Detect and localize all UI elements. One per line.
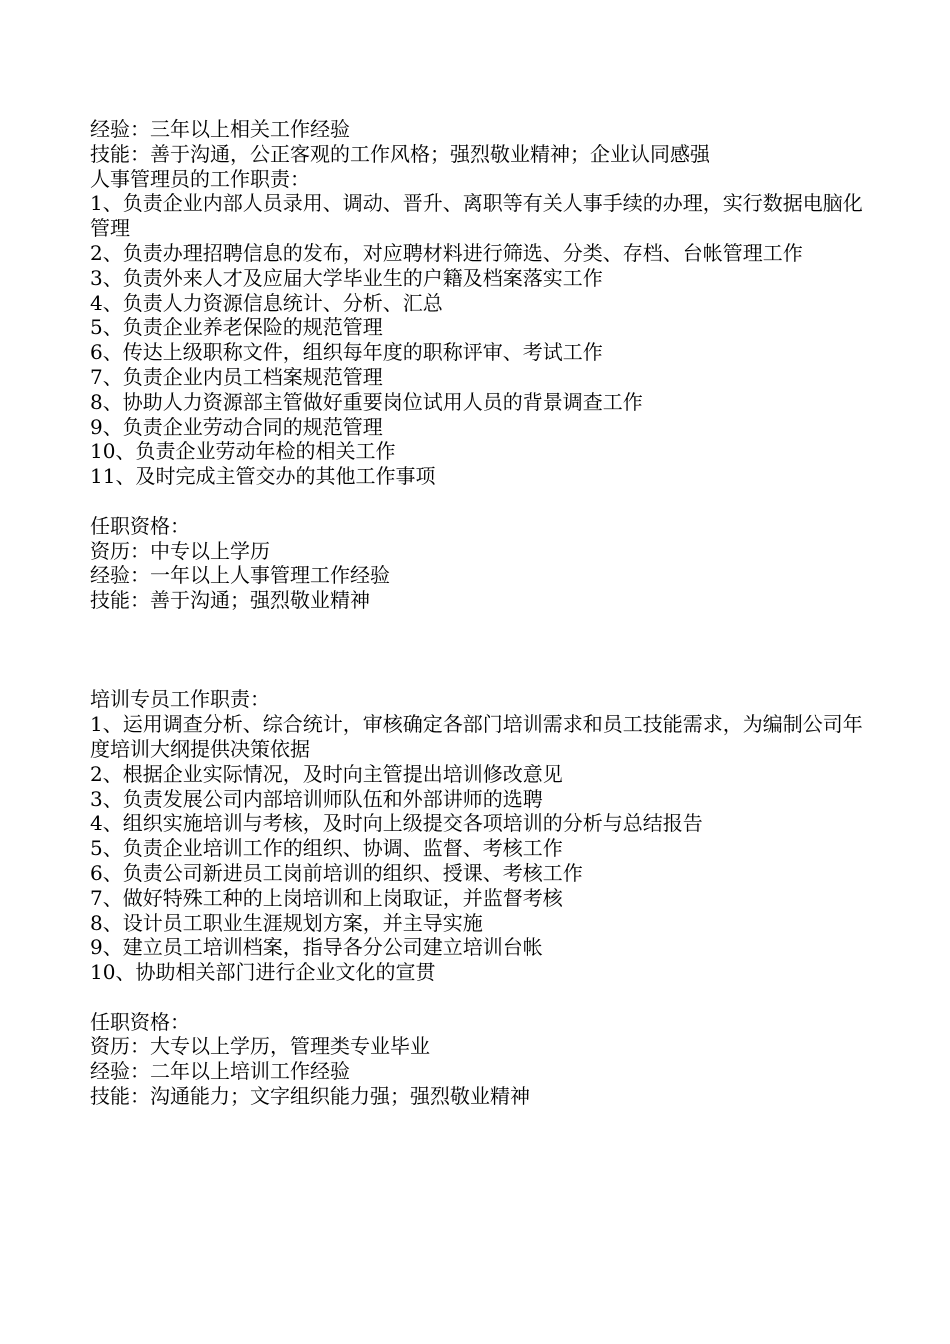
duty-item: 3、负责发展公司内部培训师队伍和外部讲师的选聘 bbox=[90, 786, 543, 811]
duty-item: 1、负责企业内部人员录用、调动、晋升、离职等有关人事手续的办理，实行数据电脑化管理 bbox=[90, 191, 863, 241]
section-hr-admin bbox=[90, 167, 880, 613]
document-page bbox=[90, 117, 880, 1109]
duty-item: 11、及时完成主管交办的其他工作事项 bbox=[90, 464, 436, 489]
section-training-specialist bbox=[90, 687, 880, 1109]
duty-item: 6、传达上级职称文件，组织每年度的职称评审、考试工作 bbox=[90, 340, 603, 365]
blank-line bbox=[90, 489, 880, 514]
qualification-item: 经验：一年以上人事管理工作经验 bbox=[90, 563, 390, 588]
section-spacer bbox=[90, 613, 880, 687]
skills-line: 技能：善于沟通，公正客观的工作风格；强烈敬业精神；企业认同感强 bbox=[90, 141, 710, 166]
duty-item: 8、设计员工职业生涯规划方案，并主导实施 bbox=[90, 910, 483, 935]
section-heading: 人事管理员的工作职责： bbox=[90, 166, 310, 191]
section-heading: 培训专员工作职责： bbox=[90, 687, 270, 712]
duty-item: 3、负责外来人才及应届大学毕业生的户籍及档案落实工作 bbox=[90, 265, 603, 290]
duty-item: 10、负责企业劳动年检的相关工作 bbox=[90, 439, 396, 464]
duty-item: 4、负责人力资源信息统计、分析、汇总 bbox=[90, 290, 443, 315]
duty-item: 2、负责办理招聘信息的发布，对应聘材料进行筛选、分类、存档、台帐管理工作 bbox=[90, 240, 803, 265]
qualification-item: 技能：沟通能力；文字组织能力强；强烈敬业精神 bbox=[90, 1084, 530, 1109]
section-requirements-top bbox=[90, 117, 880, 167]
duty-item: 1、运用调查分析、综合统计，审核确定各部门培训需求和员工技能需求，为编制公司年度培训大纲提供决策依据 bbox=[90, 712, 863, 761]
duty-item: 5、负责企业养老保险的规范管理 bbox=[90, 315, 383, 340]
duty-item: 9、建立员工培训档案，指导各分公司建立培训台帐 bbox=[90, 935, 543, 960]
duty-item: 6、负责公司新进员工岗前培训的组织、授课、考核工作 bbox=[90, 860, 583, 885]
qualification-item: 经验：二年以上培训工作经验 bbox=[90, 1059, 350, 1084]
duty-item: 7、做好特殊工种的上岗培训和上岗取证，并监督考核 bbox=[90, 885, 563, 910]
duty-item: 9、负责企业劳动合同的规范管理 bbox=[90, 414, 383, 439]
qualification-item: 资历：中专以上学历 bbox=[90, 538, 270, 563]
qualification-heading: 任职资格： bbox=[90, 1009, 190, 1034]
qualification-item: 技能：善于沟通；强烈敬业精神 bbox=[90, 588, 370, 613]
duty-item: 2、根据企业实际情况，及时向主管提出培训修改意见 bbox=[90, 761, 563, 786]
duty-item: 7、负责企业内员工档案规范管理 bbox=[90, 364, 383, 389]
qualification-heading: 任职资格： bbox=[90, 513, 190, 538]
duty-item: 10、协助相关部门进行企业文化的宣贯 bbox=[90, 960, 436, 985]
experience-line: 经验：三年以上相关工作经验 bbox=[90, 117, 350, 141]
duty-item: 5、负责企业培训工作的组织、协调、监督、考核工作 bbox=[90, 836, 563, 861]
duty-item: 8、协助人力资源部主管做好重要岗位试用人员的背景调查工作 bbox=[90, 389, 643, 414]
blank-line bbox=[90, 985, 880, 1010]
qualification-item: 资历：大专以上学历，管理类专业毕业 bbox=[90, 1034, 430, 1059]
duty-item: 4、组织实施培训与考核，及时向上级提交各项培训的分析与总结报告 bbox=[90, 811, 703, 836]
